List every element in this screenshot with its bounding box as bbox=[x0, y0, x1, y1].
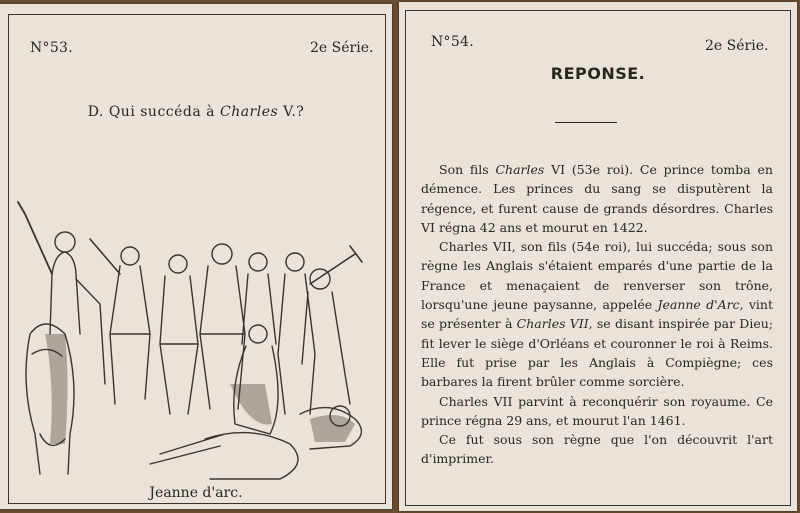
answer-text-run: , vint se présenter à bbox=[421, 297, 773, 332]
question-card bbox=[0, 4, 392, 509]
title-divider bbox=[555, 122, 617, 123]
joan-of-arc-illustration bbox=[10, 184, 380, 484]
card-series: 2e Série. bbox=[705, 38, 769, 54]
card-number: N°53. bbox=[30, 40, 74, 56]
answer-name: Charles VII bbox=[516, 316, 589, 332]
card-number: N°54. bbox=[431, 34, 475, 50]
answer-text-run: VI (53e roi). Ce prince tomba en démence. Les princes du sang se disputèrent la régence, et furent cause de grands désordres. Charles VI régna 42 ans et mourut en 1422. bbox=[421, 162, 773, 235]
answer-text-run: Charles VII, son fils (54e roi), lui succéda; sous son règne les Anglais s'étaient emparés d'une partie de la France et menaçaient de renverser son trône, lorsqu'une jeune paysanne, appelée bbox=[421, 239, 773, 313]
answer-text-run: , se disant inspirée par Dieu; fit lever le siège d'Orléans et couronner le roi à Reims. Elle fut prise par les Anglais à Compiègne; ces barbares la firent brûler comme sorcière. bbox=[421, 316, 773, 390]
answer-title: REPONSE. bbox=[550, 64, 646, 83]
answer-text-run: Son fils bbox=[439, 162, 489, 177]
question-name: Charles bbox=[219, 104, 279, 120]
answer-name: Jeanne d'Arc bbox=[657, 297, 740, 313]
answer-paragraph bbox=[421, 160, 773, 237]
answer-text bbox=[421, 160, 773, 469]
answer-name: Charles bbox=[495, 162, 545, 177]
answer-paragraph: Ce fut sous son règne que l'on découvrit l'art d'imprimer. bbox=[421, 432, 773, 467]
answer-paragraph bbox=[421, 237, 773, 391]
answer-card bbox=[399, 2, 797, 511]
question-suffix: V.? bbox=[283, 104, 305, 120]
question-prefix: D. Qui succéda à bbox=[87, 104, 216, 120]
answer-paragraph: Charles VII parvint à reconquérir son royaume. Ce prince régna 29 ans, et mourut l'an 1461. bbox=[421, 393, 773, 428]
card-series: 2e Série. bbox=[310, 40, 374, 56]
illustration-caption: Jeanne d'arc. bbox=[149, 485, 243, 501]
question-text bbox=[0, 104, 392, 120]
